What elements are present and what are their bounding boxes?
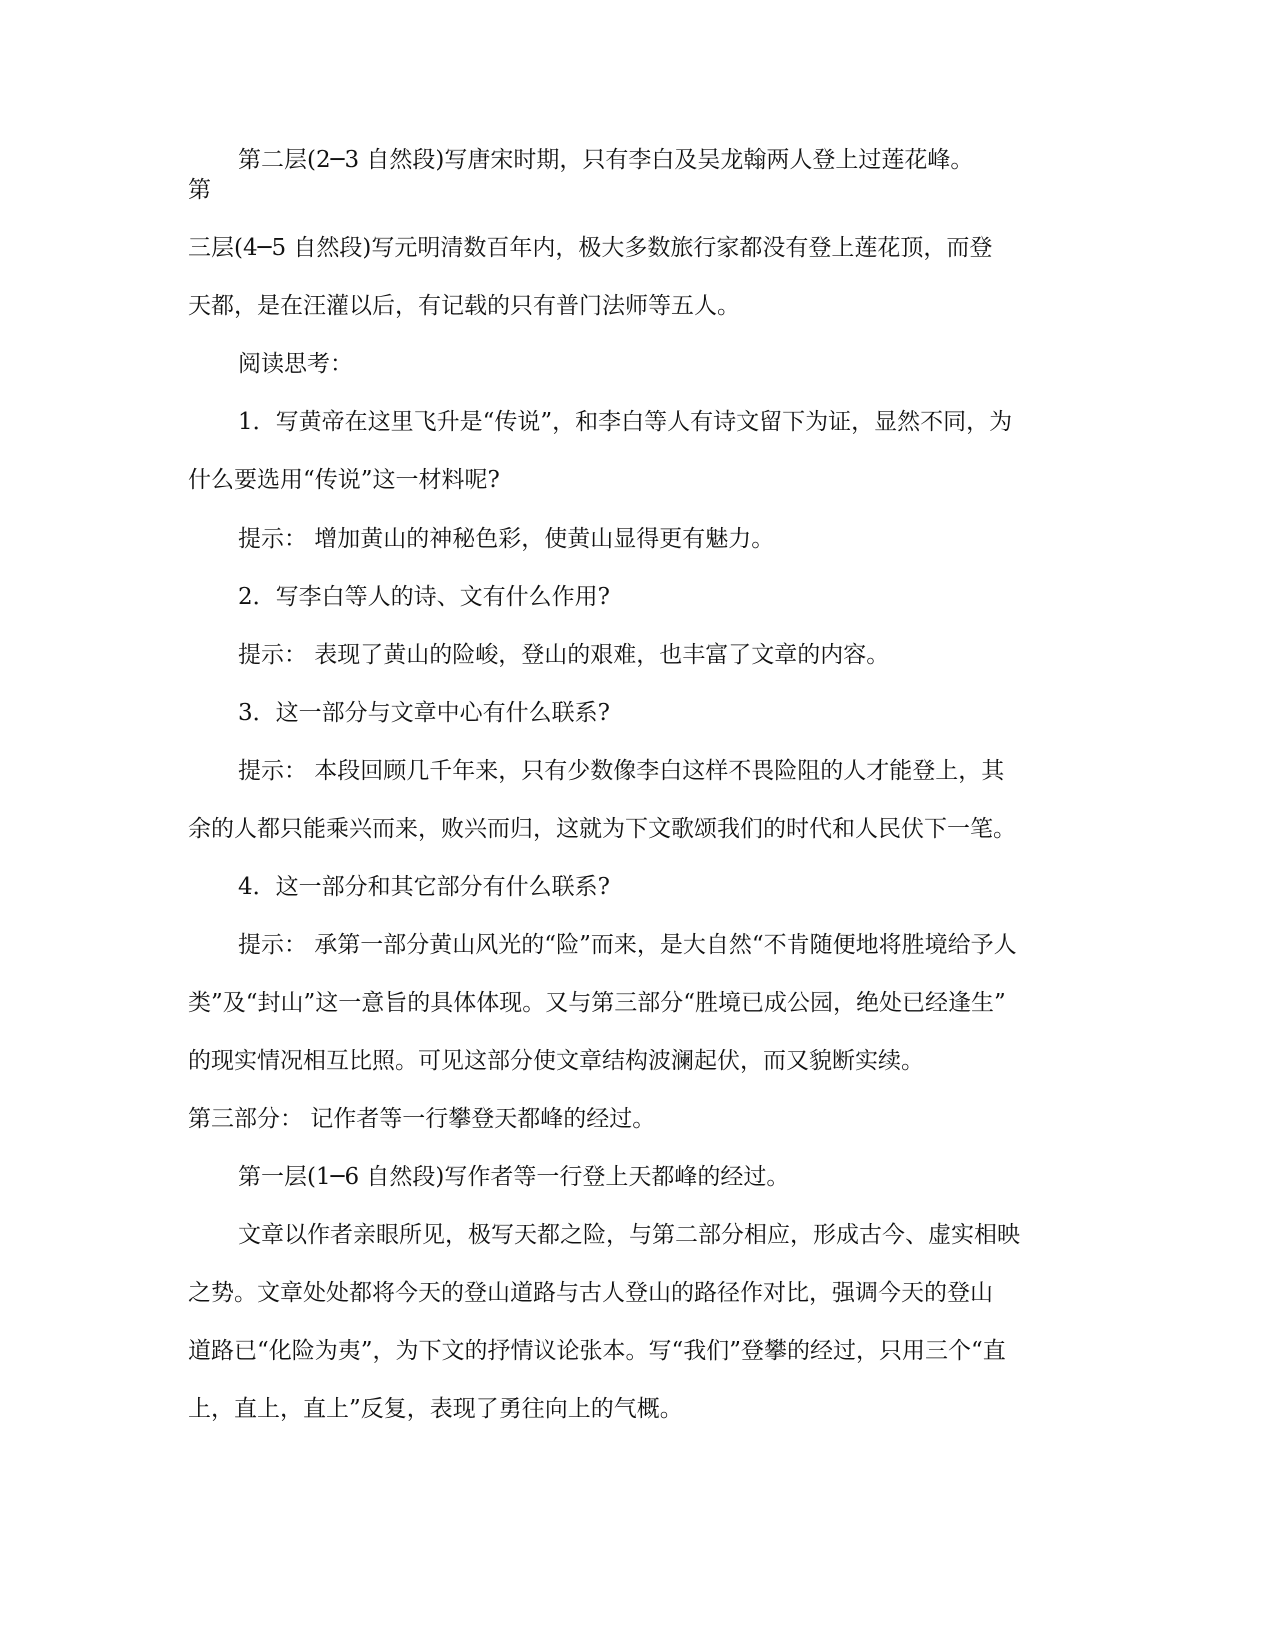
text-line-layer3: 三层(4─5 自然段)写元明清数百年内，极大多数旅行家都没有登上莲花顶，而登: [188, 235, 993, 261]
hint-2: 提示： 表现了黄山的险峻，登山的艰难，也丰富了文章的内容。: [238, 642, 890, 668]
question-4: 4．这一部分和其它部分有什么联系?: [238, 874, 610, 900]
question-2: 2．写李白等人的诗、文有什么作用?: [238, 584, 610, 610]
question-3: 3．这一部分与文章中心有什么联系?: [238, 700, 610, 726]
text-line-layer2: 第二层(2─3 自然段)写唐宋时期，只有李白及吴龙翰两人登上过莲花峰。: [238, 147, 974, 173]
paragraph-analysis-cont-1: 之势。文章处处都将今天的登山道路与古人登山的路径作对比，强调今天的登山: [188, 1280, 993, 1306]
text-line-layer3-cont: 天都，是在汪灌以后，有记载的只有普门法师等五人。: [188, 293, 740, 319]
hint-3-cont: 余的人都只能乘兴而来，败兴而归，这就为下文歌颂我们的时代和人民伏下一笔。: [188, 816, 1016, 842]
section-3-heading: 第三部分： 记作者等一行攀登天都峰的经过。: [188, 1106, 656, 1132]
paragraph-analysis-cont-3: 上，直上，直上”反复，表现了勇往向上的气概。: [188, 1396, 683, 1422]
paragraph-analysis-cont-2: 道路已“化险为夷”，为下文的抒情议论张本。写“我们”登攀的经过，只用三个“直: [188, 1338, 1006, 1364]
question-1-cont: 什么要选用“传说”这一材料呢?: [188, 467, 500, 493]
text-line-orphan: 第: [188, 177, 211, 203]
paragraph-analysis: 文章以作者亲眼所见，极写天都之险，与第二部分相应，形成古今、虚实相映: [238, 1222, 1020, 1248]
hint-1: 提示： 增加黄山的神秘色彩，使黄山显得更有魅力。: [238, 526, 775, 552]
hint-4: 提示： 承第一部分黄山风光的“险”而来，是大自然“不肯随便地将胜境给予人: [238, 932, 1017, 958]
section-3-layer1: 第一层(1─6 自然段)写作者等一行登上天都峰的经过。: [238, 1164, 790, 1190]
hint-4-cont-1: 类”及“封山”这一意旨的具体体现。又与第三部分“胜境已成公园，绝处已经逢生”: [188, 990, 1006, 1016]
heading-reading-questions: 阅读思考：: [238, 351, 353, 377]
hint-3: 提示： 本段回顾几千年来，只有少数像李白这样不畏险阻的人才能登上，其: [238, 758, 1005, 784]
hint-4-cont-2: 的现实情况相互比照。可见这部分使文章结构波澜起伏，而又貌断实续。: [188, 1048, 924, 1074]
question-1: 1．写黄帝在这里飞升是“传说”，和李白等人有诗文留下为证，显然不同，为: [238, 409, 1013, 435]
